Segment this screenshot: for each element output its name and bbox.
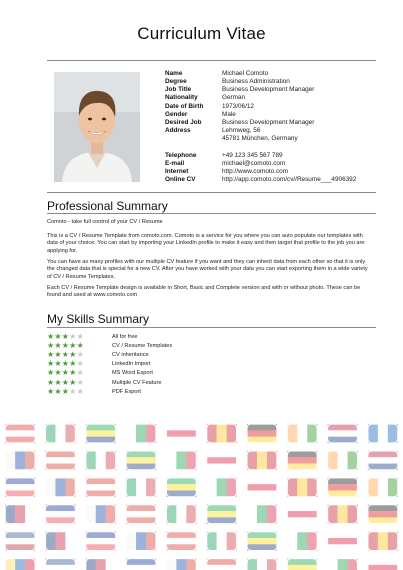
summary-paragraph: Each CV / Resume Template design is available in Short, Basic and Complete version and with or without photo. These can be found and used at www.comoto.com	[47, 285, 361, 299]
flag-icon	[328, 559, 358, 570]
flag-icon	[5, 559, 35, 570]
detail-label: Telephone	[165, 151, 197, 159]
star-icon: ★	[54, 377, 62, 387]
details-divider	[47, 192, 376, 193]
skill-label: LinkedIn Import	[112, 361, 151, 368]
skill-rating	[47, 388, 112, 396]
detail-row	[165, 78, 395, 86]
star-icon: ★	[69, 368, 77, 378]
flag-icon	[126, 532, 156, 551]
flag-icon	[247, 532, 277, 551]
skill-item	[47, 378, 287, 387]
skill-item	[47, 369, 287, 378]
skill-label: MS Word Export	[112, 370, 153, 377]
detail-label: Job Title	[165, 86, 192, 94]
flag-icon	[126, 478, 156, 497]
detail-value: 45781 München, Germany	[222, 135, 298, 143]
flag-icon	[86, 505, 116, 524]
detail-row	[165, 176, 395, 184]
skill-rating	[47, 333, 112, 341]
star-icon: ★	[47, 386, 55, 396]
star-icon: ★	[76, 349, 84, 359]
star-icon: ★	[69, 377, 77, 387]
detail-value: +49 123 345 567 789	[222, 151, 283, 159]
star-icon: ★	[69, 386, 77, 396]
summary-paragraph: This is a CV / Resume Template from comoto.com. Comoto is a service for you where you can auto populate our templates with data of your choice. You can start by importing your LinkedIn profile to make it easy and then target that profile to the job you are applying for.	[47, 233, 365, 254]
flag-icon	[45, 532, 75, 551]
detail-value: Business Development Manager	[222, 86, 315, 94]
skill-rating	[47, 351, 112, 359]
skill-label: CV / Resume Templates	[112, 342, 173, 349]
skill-label: Multiple CV Feature	[112, 379, 162, 386]
star-icon: ★	[76, 331, 84, 341]
world-flags-background	[0, 418, 403, 570]
star-icon: ★	[61, 377, 69, 387]
flag-icon	[166, 505, 196, 524]
flag-icon	[247, 451, 277, 470]
flag-icon	[45, 478, 75, 497]
flag-icon	[166, 424, 196, 443]
star-icon: ★	[61, 349, 69, 359]
detail-value: http://app.comoto.com/cv//Resume___4906392	[222, 176, 357, 184]
star-icon: ★	[61, 331, 69, 341]
detail-value	[222, 143, 224, 151]
detail-row	[165, 103, 395, 111]
flag-icon	[287, 424, 317, 443]
star-icon: ★	[69, 349, 77, 359]
skills-summary-heading: My Skills Summary	[47, 312, 150, 326]
flag-icon	[368, 559, 398, 570]
flag-icon	[328, 505, 358, 524]
detail-label: Degree	[165, 78, 187, 86]
star-icon: ★	[76, 386, 84, 396]
flag-icon	[126, 559, 156, 570]
star-icon: ★	[61, 340, 69, 350]
title-divider	[47, 60, 376, 61]
detail-row	[165, 152, 395, 160]
flag-icon	[368, 532, 398, 551]
star-icon: ★	[76, 340, 84, 350]
star-icon: ★	[47, 377, 55, 387]
star-icon: ★	[47, 331, 55, 341]
professional-summary-heading: Professional Summary	[47, 199, 168, 213]
flag-icon	[368, 424, 398, 443]
detail-row	[165, 86, 395, 94]
star-icon: ★	[69, 359, 77, 369]
profile-photo	[54, 72, 140, 182]
detail-row	[165, 94, 395, 102]
flag-icon	[368, 451, 398, 470]
flag-icon	[166, 451, 196, 470]
star-icon: ★	[76, 368, 84, 378]
detail-label: Address	[165, 127, 191, 135]
flag-icon	[247, 505, 277, 524]
flag-icon	[328, 451, 358, 470]
flag-icon	[5, 424, 35, 443]
detail-row	[165, 160, 395, 168]
detail-label: Nationality	[165, 94, 198, 102]
flag-icon	[368, 505, 398, 524]
flag-icon	[166, 559, 196, 570]
skills-summary-divider	[47, 327, 376, 328]
star-icon: ★	[61, 359, 69, 369]
star-icon: ★	[54, 368, 62, 378]
flag-icon	[247, 559, 277, 570]
detail-value: Business Administration	[222, 78, 290, 86]
detail-label: Internet	[165, 167, 189, 175]
detail-value: michael@comoto.com	[222, 159, 286, 167]
skill-label: All for free	[112, 333, 138, 340]
flag-icon	[207, 505, 237, 524]
detail-label: Desired Job	[165, 118, 202, 126]
detail-value: Lehmweg, 56	[222, 127, 261, 135]
flag-icon	[5, 532, 35, 551]
star-icon: ★	[76, 359, 84, 369]
star-icon: ★	[76, 377, 84, 387]
star-icon: ★	[69, 340, 77, 350]
detail-value: http://www.comoto.com	[222, 167, 289, 175]
detail-value: Male	[222, 110, 236, 118]
flag-icon	[207, 559, 237, 570]
star-icon: ★	[69, 331, 77, 341]
detail-label: Date of Birth	[165, 102, 204, 110]
flag-icon	[207, 532, 237, 551]
flag-icon	[247, 478, 277, 497]
star-icon: ★	[47, 368, 55, 378]
detail-row	[165, 111, 395, 119]
star-icon: ★	[54, 386, 62, 396]
detail-label: E-mail	[165, 159, 185, 167]
detail-label	[165, 143, 222, 151]
detail-row	[165, 127, 395, 135]
skill-rating	[47, 360, 112, 368]
detail-label: Online CV	[165, 176, 196, 184]
summary-paragraph: Comoto - take full control of your CV / Resume	[47, 219, 163, 225]
flag-icon	[247, 424, 277, 443]
detail-row	[165, 70, 395, 78]
detail-row	[165, 143, 395, 151]
skill-label: CV inheritance	[112, 351, 149, 358]
flag-icon	[86, 532, 116, 551]
detail-row	[165, 119, 395, 127]
star-icon: ★	[47, 349, 55, 359]
flag-icon	[45, 451, 75, 470]
flag-icon	[5, 505, 35, 524]
document-title: Curriculum Vitae	[137, 24, 266, 43]
skill-rating	[47, 379, 112, 387]
flag-icon	[126, 505, 156, 524]
flag-icon	[166, 532, 196, 551]
professional-summary-divider	[47, 213, 376, 214]
skill-item	[47, 341, 287, 350]
flag-icon	[287, 505, 317, 524]
flag-icon	[45, 559, 75, 570]
flag-icon	[328, 424, 358, 443]
star-icon: ★	[47, 359, 55, 369]
flag-icon	[126, 424, 156, 443]
detail-value: German	[222, 94, 246, 102]
flag-icon	[287, 451, 317, 470]
skill-rating	[47, 342, 112, 350]
flag-icon	[166, 478, 196, 497]
flag-icon	[328, 532, 358, 551]
detail-label	[165, 135, 222, 143]
flag-icon	[5, 451, 35, 470]
skill-rating	[47, 369, 112, 377]
detail-label: Gender	[165, 110, 188, 118]
personal-details	[165, 70, 395, 184]
detail-row	[165, 168, 395, 176]
summary-paragraph: You can have as many profiles with our multiple CV feature if you want and they can inherit data from each other so that it is only the changed data that is special for a new CV. After you have worked with your data you can start exporting them in a wide variety of CV / Resume Templates.	[47, 259, 368, 280]
detail-value: 1973/06/12	[222, 102, 254, 110]
flag-icon	[287, 559, 317, 570]
skill-item	[47, 332, 287, 341]
flag-icon	[86, 424, 116, 443]
flag-icon	[86, 478, 116, 497]
detail-value: Business Development Manager	[222, 118, 315, 126]
skills-list	[47, 332, 287, 396]
star-icon: ★	[54, 359, 62, 369]
detail-label: Name	[165, 70, 183, 77]
flag-icon	[328, 478, 358, 497]
star-icon: ★	[54, 340, 62, 350]
star-icon: ★	[61, 368, 69, 378]
detail-row	[165, 135, 395, 143]
skill-label: PDF Export	[112, 388, 141, 395]
star-icon: ★	[61, 386, 69, 396]
flag-icon	[45, 424, 75, 443]
star-icon: ★	[54, 349, 62, 359]
flag-icon	[126, 451, 156, 470]
star-icon: ★	[54, 331, 62, 341]
flag-icon	[207, 478, 237, 497]
flag-icon	[287, 478, 317, 497]
skill-item	[47, 387, 287, 396]
flag-icon	[207, 451, 237, 470]
flag-icon	[5, 478, 35, 497]
flag-icon	[207, 424, 237, 443]
flag-icon	[368, 478, 398, 497]
detail-value: Michael Comoto	[222, 70, 269, 77]
flag-icon	[287, 532, 317, 551]
flag-icon	[86, 451, 116, 470]
flag-icon	[86, 559, 116, 570]
star-icon: ★	[47, 340, 55, 350]
flag-icon	[45, 505, 75, 524]
